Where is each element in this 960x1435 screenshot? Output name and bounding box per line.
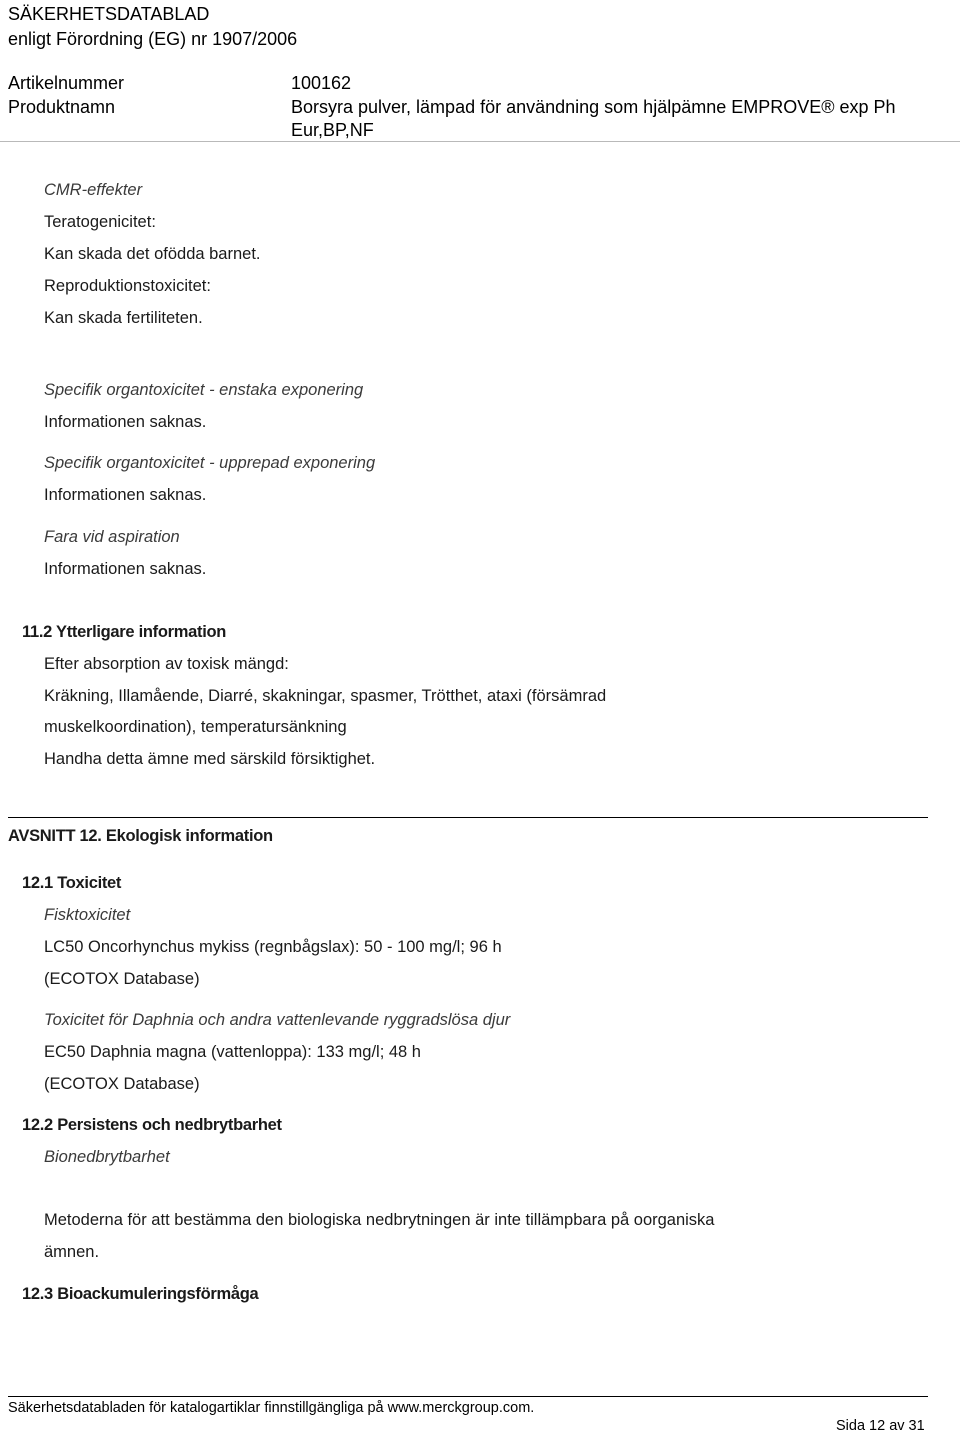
daphnia-toxicity-source: (ECOTOX Database) <box>44 1075 200 1093</box>
fish-toxicity-source: (ECOTOX Database) <box>44 970 200 988</box>
stot-single-text: Informationen saknas. <box>44 413 207 431</box>
article-number-value: 100162 <box>291 73 352 93</box>
aspiration-heading: Fara vid aspiration <box>44 528 180 546</box>
fish-toxicity-heading: Fisktoxicitet <box>44 906 131 924</box>
teratogenicity-label: Teratogenicitet: <box>44 213 156 231</box>
section-11-2-heading: 11.2 Ytterligare information <box>22 623 227 641</box>
stot-repeated-heading: Specifik organtoxicitet - upprepad exponering <box>44 454 376 472</box>
section-11-2-line3: muskelkoordination), temperatursänkning <box>44 718 347 736</box>
reproductive-toxicity-label: Reproduktionstoxicitet: <box>44 277 211 295</box>
biodegradability-line2: ämnen. <box>44 1243 100 1261</box>
footer-divider <box>8 1396 928 1397</box>
toxicity-heading: 12.1 Toxicitet <box>22 874 122 892</box>
section-11-2-line2: Kräkning, Illamående, Diarré, skakningar, spasmer, Trötthet, ataxi (försämrad <box>44 687 607 705</box>
aspiration-text: Informationen saknas. <box>44 560 207 578</box>
cmr-heading: CMR-effekter <box>44 181 143 199</box>
fish-toxicity-value: LC50 Oncorhynchus mykiss (regnbågslax): 50 - 100 mg/l; 96 h <box>44 938 502 956</box>
section-12-heading: AVSNITT 12. Ekologisk information <box>8 827 273 845</box>
section-11-2-line1: Efter absorption av toxisk mängd: <box>44 655 289 673</box>
footer-note: Säkerhetsdatabladen för katalogartiklar finnstillgängliga på www.merckgroup.com. <box>8 1400 535 1416</box>
stot-repeated-text: Informationen saknas. <box>44 486 207 504</box>
product-name-label: Produktnamn <box>8 97 116 117</box>
reproductive-toxicity-text: Kan skada fertiliteten. <box>44 309 203 327</box>
daphnia-toxicity-heading: Toxicitet för Daphnia och andra vattenlevande ryggradslösa djur <box>44 1011 511 1029</box>
document-title: SÄKERHETSDATABLAD <box>8 4 210 24</box>
stot-single-heading: Specifik organtoxicitet - enstaka exponering <box>44 381 364 399</box>
biodegradability-heading: Bionedbrytbarhet <box>44 1148 170 1166</box>
biodegradability-line1: Metoderna för att bestämma den biologiska nedbrytningen är inte tillämpbara på oorganiska <box>44 1211 715 1229</box>
section-12-divider <box>8 817 928 818</box>
product-name-value-line2: Eur,BP,NF <box>291 120 374 140</box>
section-11-2-line4: Handha detta ämne med särskild försiktighet. <box>44 750 376 768</box>
persistence-heading: 12.2 Persistens och nedbrytbarhet <box>22 1116 282 1134</box>
header-divider <box>0 141 960 142</box>
regulation-reference: enligt Förordning (EG) nr 1907/2006 <box>8 29 298 49</box>
product-name-value-line1: Borsyra pulver, lämpad för användning som hjälpämne EMPROVE® exp Ph <box>291 97 896 117</box>
daphnia-toxicity-value: EC50 Daphnia magna (vattenloppa): 133 mg/l; 48 h <box>44 1043 421 1061</box>
article-number-label: Artikelnummer <box>8 73 125 93</box>
bioaccumulation-heading: 12.3 Bioackumuleringsförmåga <box>22 1285 259 1303</box>
page-number: Sida 12 av 31 <box>836 1418 925 1434</box>
teratogenicity-text: Kan skada det ofödda barnet. <box>44 245 261 263</box>
